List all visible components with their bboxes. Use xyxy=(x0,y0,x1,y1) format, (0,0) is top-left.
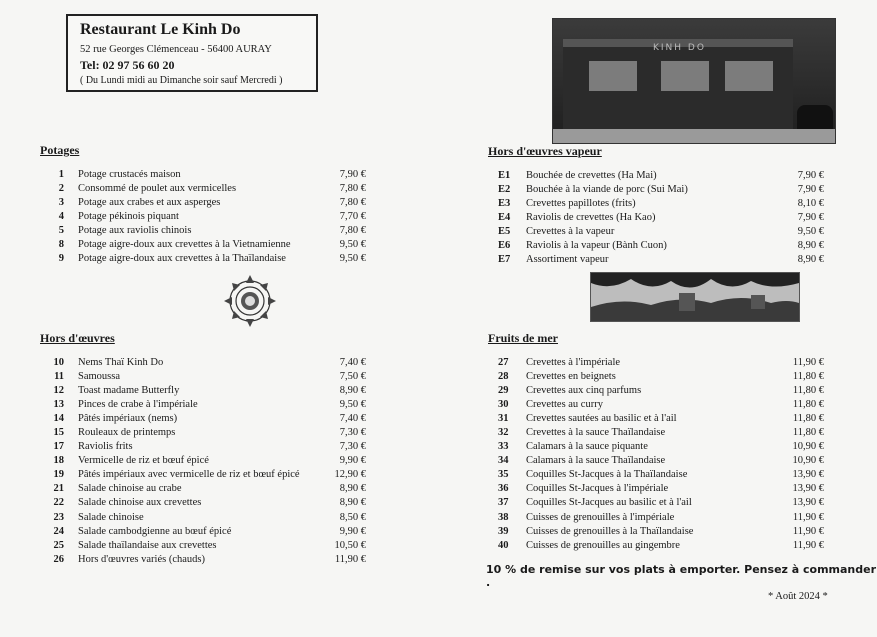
hors-oeuvres-list xyxy=(40,357,370,568)
menu-item-price: 7,90 € xyxy=(797,212,824,224)
menu-item xyxy=(40,497,370,511)
menu-item xyxy=(488,427,838,441)
menu-item xyxy=(40,554,370,568)
menu-item xyxy=(40,197,370,211)
menu-item xyxy=(488,240,838,254)
menu-item-price: 8,90 € xyxy=(339,483,366,495)
menu-item-number: 19 xyxy=(53,469,64,481)
menu-item-name: Cuisses de grenouilles à l'impériale xyxy=(526,511,675,523)
menu-item-price: 8,90 € xyxy=(797,254,824,266)
menu-item-number: 40 xyxy=(498,539,509,551)
menu-item-price: 13,90 € xyxy=(792,469,824,481)
menu-item-number: 13 xyxy=(53,399,64,411)
menu-item-name: Potage aigre-doux aux crevettes à la Vietnamienne xyxy=(78,239,291,251)
menu-item-price: 8,90 € xyxy=(339,385,366,397)
menu-item xyxy=(40,413,370,427)
menu-item-price: 9,50 € xyxy=(339,253,366,265)
menu-item-number: E4 xyxy=(498,212,511,224)
menu-item xyxy=(488,526,838,540)
menu-item xyxy=(40,399,370,413)
menu-item-number: E6 xyxy=(498,240,511,252)
menu-item-price: 8,90 € xyxy=(797,240,824,252)
menu-item-name: Potage aigre-doux aux crevettes à la Thaïlandaise xyxy=(78,253,286,265)
menu-item-price: 11,90 € xyxy=(334,553,366,565)
menu-item-name: Crevettes à la vapeur xyxy=(526,226,615,238)
menu-item xyxy=(488,170,838,184)
menu-item-name: Coquilles St-Jacques à l'impériale xyxy=(526,483,669,495)
menu-item xyxy=(40,526,370,540)
menu-item xyxy=(488,497,838,511)
menu-item xyxy=(488,357,838,371)
restaurant-phone: Tel: 02 97 56 60 20 xyxy=(80,58,175,72)
menu-item xyxy=(40,427,370,441)
facade-window xyxy=(725,61,773,91)
menu-item xyxy=(488,399,838,413)
menu-item-number: 14 xyxy=(53,413,64,425)
menu-item-number: 39 xyxy=(498,525,509,537)
menu-item xyxy=(488,184,838,198)
menu-item-price: 7,40 € xyxy=(339,357,366,368)
section-title-hors-oeuvres: Hors d'œuvres xyxy=(40,331,115,345)
menu-item-number: 17 xyxy=(53,441,64,453)
menu-item-price: 8,50 € xyxy=(339,511,366,523)
menu-item xyxy=(40,225,370,239)
fruits-de-mer-list xyxy=(488,357,838,554)
menu-item-name: Salade chinoise xyxy=(78,511,144,523)
menu-item-name: Pinces de crabe à l'impériale xyxy=(78,399,198,411)
menu-item-name: Crevettes papillotes (frits) xyxy=(526,198,636,210)
menu-item-price: 7,90 € xyxy=(797,184,824,196)
menu-item-price: 7,80 € xyxy=(339,225,366,237)
menu-item-price: 10,50 € xyxy=(334,539,366,551)
menu-item-price: 8,10 € xyxy=(797,198,824,210)
car-shape xyxy=(797,105,833,131)
menu-item-name: Coquilles St-Jacques à la Thaïlandaise xyxy=(526,469,688,481)
menu-item-number: 9 xyxy=(58,253,64,265)
menu-item xyxy=(488,226,838,240)
menu-item-number: 25 xyxy=(53,539,64,551)
menu-item-price: 7,30 € xyxy=(339,427,366,439)
menu-item-name: Raviolis frits xyxy=(78,441,133,453)
restaurant-name: Restaurant Le Kinh Do xyxy=(80,21,241,38)
menu-item-price: 9,90 € xyxy=(339,455,366,467)
menu-item xyxy=(488,198,838,212)
section-title-fruits-de-mer: Fruits de mer xyxy=(488,331,558,345)
menu-item-number: 30 xyxy=(498,399,509,411)
menu-item-name: Salade chinoise au crabe xyxy=(78,483,182,495)
menu-item-price: 7,70 € xyxy=(339,211,366,223)
menu-item-number: 31 xyxy=(498,413,509,425)
menu-item-price: 7,50 € xyxy=(339,371,366,383)
menu-item xyxy=(40,483,370,497)
menu-item-number: 37 xyxy=(498,497,509,509)
opening-hours: ( Du Lundi midi au Dimanche soir sauf Mercredi ) xyxy=(80,75,283,86)
menu-item-name: Potage pékinois piquant xyxy=(78,211,179,223)
menu-item-price: 11,80 € xyxy=(792,413,824,425)
menu-item-name: Toast madame Butterfly xyxy=(78,385,180,397)
facade-sign: KINH DO xyxy=(653,43,706,53)
menu-item-name: Potage aux crabes et aux asperges xyxy=(78,197,221,209)
menu-item-number: 11 xyxy=(54,371,64,383)
restaurant-facade-photo xyxy=(552,18,836,144)
menu-item-name: Samoussa xyxy=(78,371,120,383)
menu-item-number: 3 xyxy=(58,197,64,209)
menu-item-price: 7,90 € xyxy=(339,169,366,180)
menu-item-name: Crevettes à la sauce Thaïlandaise xyxy=(526,427,666,439)
menu-item-number: 35 xyxy=(498,469,509,481)
menu-item-number: 15 xyxy=(53,427,64,439)
menu-item-name: Calamars à la sauce Thaïlandaise xyxy=(526,455,666,467)
menu-item-number: 2 xyxy=(58,183,64,195)
menu-item xyxy=(488,512,838,526)
menu-item xyxy=(40,540,370,554)
menu-item-price: 11,90 € xyxy=(792,357,824,368)
menu-item-number: 8 xyxy=(58,239,64,251)
menu-item-name: Salade cambodgienne au bœuf épicé xyxy=(78,525,232,537)
menu-item-number: 24 xyxy=(53,525,64,537)
menu-item-name: Crevettes à l'impériale xyxy=(526,357,621,368)
menu-item xyxy=(488,413,838,427)
menu-item-name: Hors d'œuvres variés (chauds) xyxy=(78,553,205,565)
menu-item-price: 7,90 € xyxy=(797,170,824,181)
menu-item-price: 10,90 € xyxy=(792,455,824,467)
menu-item xyxy=(488,483,838,497)
menu-item xyxy=(40,455,370,469)
menu-item xyxy=(488,254,838,268)
potages-list xyxy=(40,169,370,267)
menu-item-number: 38 xyxy=(498,511,509,523)
menu-item xyxy=(40,469,370,483)
menu-item-name: Bouchée de crevettes (Ha Mai) xyxy=(526,170,657,181)
menu-item-price: 11,80 € xyxy=(792,427,824,439)
menu-item-price: 11,90 € xyxy=(792,511,824,523)
menu-item-price: 11,90 € xyxy=(792,539,824,551)
restaurant-header xyxy=(66,14,318,92)
landscape-painting xyxy=(590,272,800,322)
menu-date: * Août 2024 * xyxy=(768,591,828,602)
vapeur-list xyxy=(488,170,838,268)
menu-item-number: 12 xyxy=(53,385,64,397)
menu-item-name: Crevettes sautées au basilic et à l'ail xyxy=(526,413,677,425)
menu-item-price: 9,50 € xyxy=(797,226,824,238)
menu-item-price: 12,90 € xyxy=(334,469,366,481)
menu-item xyxy=(488,455,838,469)
menu-item-price: 11,80 € xyxy=(792,385,824,397)
menu-item xyxy=(40,183,370,197)
menu-item-price: 11,90 € xyxy=(792,525,824,537)
menu-item xyxy=(40,357,370,371)
menu-item-name: Vermicelle de riz et bœuf épicé xyxy=(78,455,209,467)
menu-item-name: Raviolis de crevettes (Ha Kao) xyxy=(526,212,656,224)
promo-text: 10 % de remise sur vos plats à emporter. Pensez à commander . xyxy=(486,563,877,589)
menu-item xyxy=(40,441,370,455)
menu-item-number: 33 xyxy=(498,441,509,453)
menu-item-number: 1 xyxy=(58,169,64,180)
menu-item-name: Assortiment vapeur xyxy=(526,254,609,266)
menu-item xyxy=(40,169,370,183)
menu-item-name: Salade chinoise aux crevettes xyxy=(78,497,202,509)
menu-item-number: 10 xyxy=(53,357,64,368)
menu-item-name: Rouleaux de printemps xyxy=(78,427,176,439)
menu-item-price: 7,40 € xyxy=(339,413,366,425)
menu-item-price: 9,90 € xyxy=(339,525,366,537)
menu-item-price: 7,80 € xyxy=(339,183,366,195)
menu-item-name: Raviolis à la vapeur (Bành Cuon) xyxy=(526,240,667,252)
menu-item-number: 34 xyxy=(498,455,509,467)
menu-item-name: Coquilles St-Jacques au basilic et à l'ail xyxy=(526,497,692,509)
menu-item xyxy=(40,211,370,225)
menu-item-number: E7 xyxy=(498,254,511,266)
menu-item-number: 21 xyxy=(53,483,64,495)
menu-item-price: 7,80 € xyxy=(339,197,366,209)
menu-item-name: Consommé de poulet aux vermicelles xyxy=(78,183,237,195)
menu-item-number: 28 xyxy=(498,371,509,383)
menu-item-price: 8,90 € xyxy=(339,497,366,509)
menu-item-number: 27 xyxy=(498,357,509,368)
menu-item-price: 9,50 € xyxy=(339,399,366,411)
menu-item-number: 5 xyxy=(58,225,64,237)
menu-item-name: Crevettes aux cinq parfums xyxy=(526,385,642,397)
menu-item-price: 7,30 € xyxy=(339,441,366,453)
restaurant-address: 52 rue Georges Clémenceau - 56400 AURAY xyxy=(80,44,272,55)
menu-item-name: Pâtés impériaux avec vermicelle de riz et bœuf épicé xyxy=(78,469,300,481)
menu-item xyxy=(488,469,838,483)
menu-item-name: Bouchée à la viande de porc (Sui Mai) xyxy=(526,184,688,196)
menu-item-number: 18 xyxy=(53,455,64,467)
menu-item-price: 9,50 € xyxy=(339,239,366,251)
menu-item-number: E5 xyxy=(498,226,511,238)
menu-item-number: E3 xyxy=(498,198,511,210)
menu-item-name: Salade thaïlandaise aux crevettes xyxy=(78,539,217,551)
section-title-potages: Potages xyxy=(40,143,80,157)
menu-item-number: 23 xyxy=(53,511,64,523)
menu-item-name: Crevettes au curry xyxy=(526,399,603,411)
menu-item-number: E2 xyxy=(498,184,511,196)
menu-item-number: 36 xyxy=(498,483,509,495)
menu-item xyxy=(40,385,370,399)
menu-item xyxy=(488,441,838,455)
facade-window xyxy=(589,61,637,91)
menu-item-price: 11,80 € xyxy=(792,371,824,383)
menu-item xyxy=(40,253,370,267)
menu-item-name: Calamars à la sauce piquante xyxy=(526,441,648,453)
menu-item xyxy=(40,512,370,526)
menu-item-name: Cuisses de grenouilles à la Thaïlandaise xyxy=(526,525,694,537)
menu-item-price: 13,90 € xyxy=(792,497,824,509)
menu-item xyxy=(488,540,838,554)
facade-window xyxy=(661,61,709,91)
menu-item xyxy=(488,212,838,226)
dragon-medallion-logo xyxy=(206,275,294,327)
menu-item-price: 11,80 € xyxy=(792,399,824,411)
menu-item-number: 29 xyxy=(498,385,509,397)
menu-item-name: Crevettes en beignets xyxy=(526,371,616,383)
menu-item xyxy=(40,239,370,253)
section-title-vapeur: Hors d'œuvres vapeur xyxy=(488,144,602,158)
menu-item-number: 26 xyxy=(53,553,64,565)
street-shape xyxy=(553,129,835,143)
menu-item-price: 10,90 € xyxy=(792,441,824,453)
menu-item-name: Nems Thaï Kinh Do xyxy=(78,357,164,368)
menu-item-number: 4 xyxy=(58,211,64,223)
menu-item-number: E1 xyxy=(498,170,511,181)
menu-item-name: Potage aux raviolis chinois xyxy=(78,225,192,237)
menu-item-name: Pâtés impériaux (nems) xyxy=(78,413,178,425)
menu-item xyxy=(488,371,838,385)
menu-item-name: Potage crustacés maison xyxy=(78,169,181,180)
menu-item-price: 13,90 € xyxy=(792,483,824,495)
menu-item xyxy=(488,385,838,399)
menu-item-number: 32 xyxy=(498,427,509,439)
menu-item xyxy=(40,371,370,385)
menu-item-name: Cuisses de grenouilles au gingembre xyxy=(526,539,680,551)
menu-item-number: 22 xyxy=(53,497,64,509)
